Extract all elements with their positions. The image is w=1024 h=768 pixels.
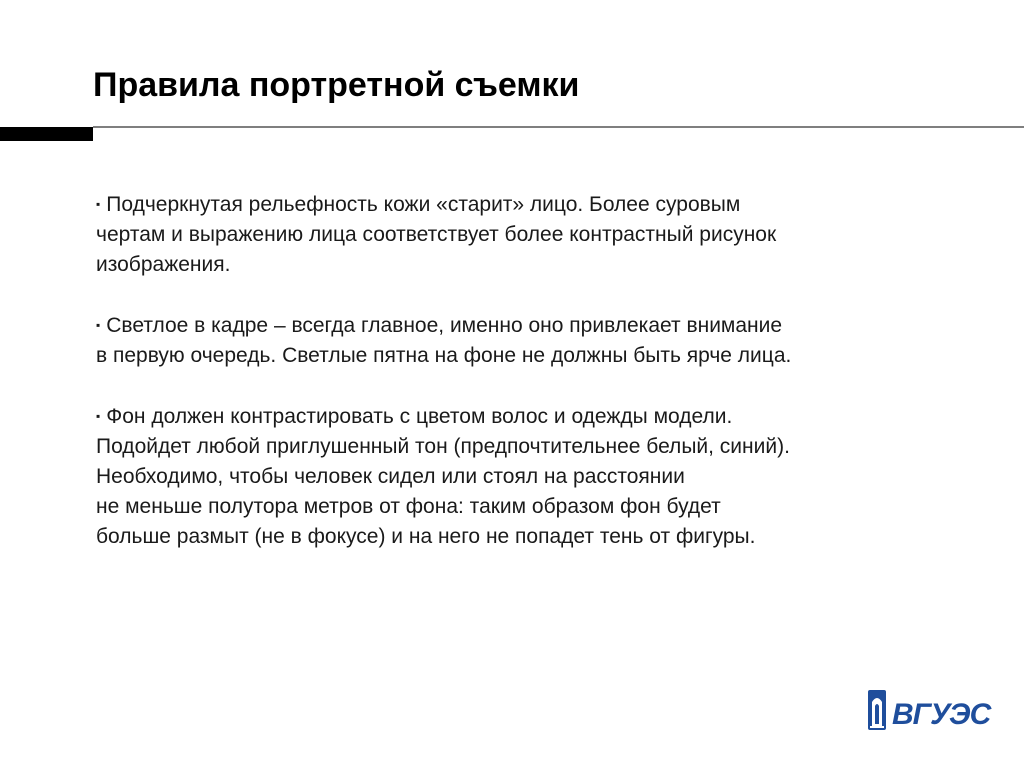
vguec-logo [866,688,996,732]
paragraph-line: Необходимо, чтобы человек сидел или стоял на расстоянии [96,465,685,488]
bullet-paragraph-1 [96,189,976,280]
bullet-paragraph-3 [96,401,976,552]
bullet-paragraph-2 [96,310,976,371]
paragraph-line: изображения. [96,253,231,276]
paragraph-line: не меньше полутора метров от фона: таким образом фон будет [96,495,721,518]
paragraph-line: больше размыт (не в фокусе) и на него не попадет тень от фигуры. [96,525,756,548]
bullet-marker: ▪ [96,197,101,211]
paragraph-line: Фон должен контрастировать с цветом волос и одежды модели. [106,405,733,428]
title-divider-line [93,126,1024,128]
paragraph-line: Подойдет любой приглушенный тон (предпочтительнее белый, синий). [96,435,790,458]
bullet-marker: ▪ [96,318,101,332]
paragraph-line: чертам и выражению лица соответствует более контрастный рисунок [96,223,777,246]
slide-body [96,189,976,582]
paragraph-line: Подчеркнутая рельефность кожи «старит» лицо. Более суровым [106,193,741,216]
paragraph-line: в первую очередь. Светлые пятна на фоне не должны быть ярче лица. [96,344,792,367]
title-accent-bar [0,127,93,141]
logo-text: ВГУЭС [892,698,991,731]
university-emblem-icon [868,690,886,730]
slide-title: Правила портретной съемки [93,66,580,104]
paragraph-line: Светлое в кадре – всегда главное, именно оно привлекает внимание [106,314,783,337]
bullet-marker: ▪ [96,409,101,423]
